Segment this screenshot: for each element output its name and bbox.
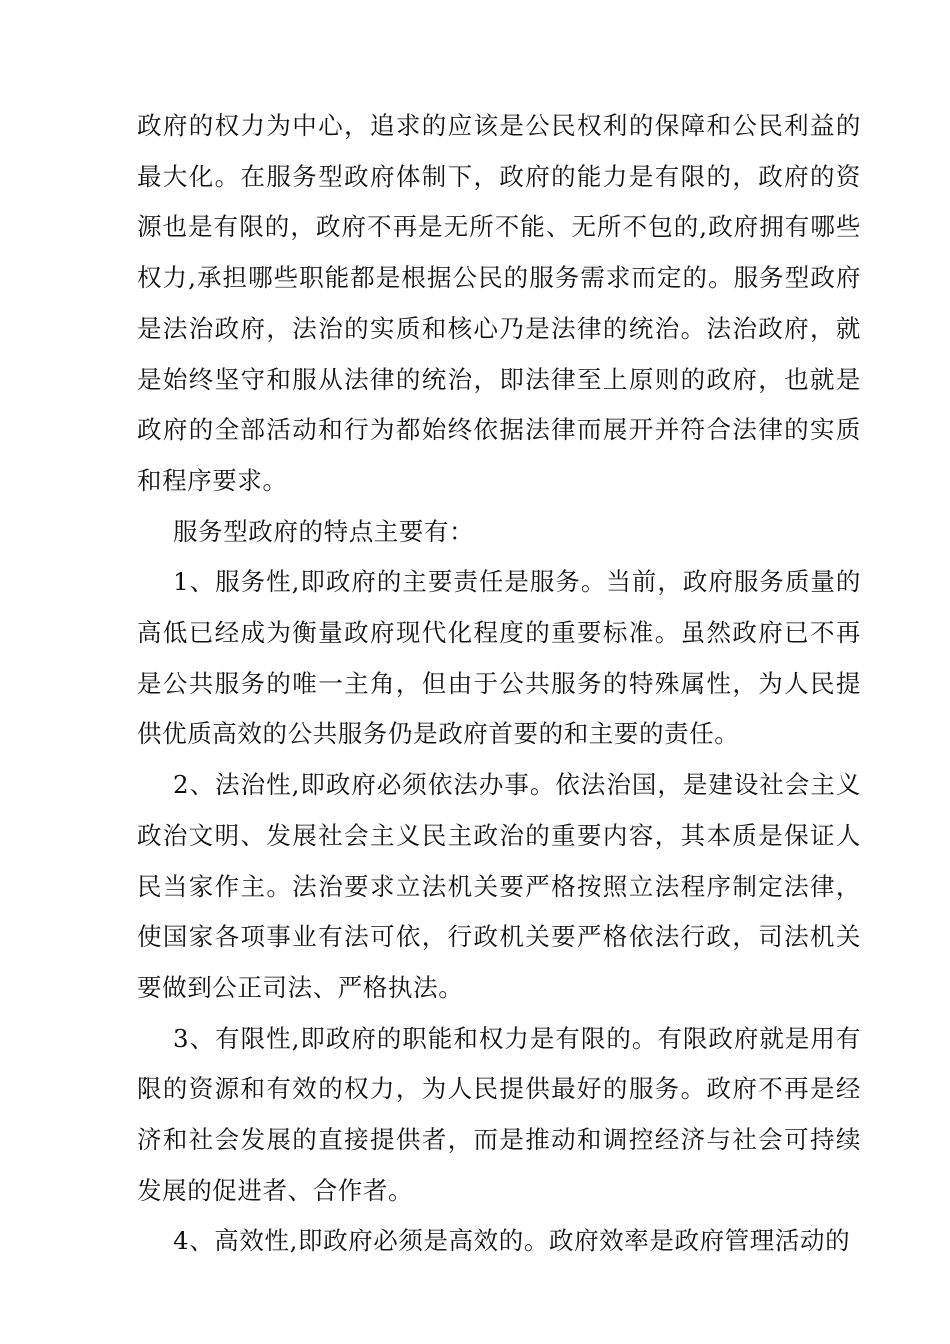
document-body: [137, 101, 861, 1267]
paragraph-item-4: 4、高效性,即政府必须是高效的。政府效率是政府管理活动的: [173, 1226, 851, 1256]
paragraph-item-1: 1、服务性,即政府的主要责任是服务。当前，政府服务质量的高低已经成为衡量政府现代化程度的重要标准。虽然政府已不再是公共服务的唯一主角，但由于公共服务的特殊属性，为人民提供优质高效的公共服务仍是政府首要的和主要的责任。: [137, 567, 861, 749]
paragraph-item-2: 2、法治性,即政府必须依法办事。依法治国，是建设社会主义政治文明、发展社会主义民主政治的重要内容，其本质是保证人民当家作主。法治要求立法机关要严格按照立法程序制定法律，使国家各项事业有法可依，行政机关要严格依法行政，司法机关要做到公正司法、严格执法。: [137, 770, 861, 1002]
paragraph-continuation: 政府的权力为中心，追求的应该是公民权利的保障和公民利益的最大化。在服务型政府体制下，政府的能力是有限的，政府的资源也是有限的，政府不再是无所不能、无所不包的,政府拥有哪些权力,承担哪些职能都是根据公民的服务需求而定的。服务型政府是法治政府，法治的实质和核心乃是法律的统治。法治政府，就是始终坚守和服从法律的统治，即法律至上原则的政府，也就是政府的全部活动和行为都始终依据法律而展开并符合法律的实质和程序要求。: [137, 111, 861, 495]
paragraph-item-3: 3、有限性,即政府的职能和权力是有限的。有限政府就是用有限的资源和有效的权力，为人民提供最好的服务。政府不再是经济和社会发展的直接提供者，而是推动和调控经济与社会可持续发展的促进者、合作者。: [137, 1023, 861, 1205]
paragraph-features-intro: 服务型政府的特点主要有：: [173, 516, 475, 546]
